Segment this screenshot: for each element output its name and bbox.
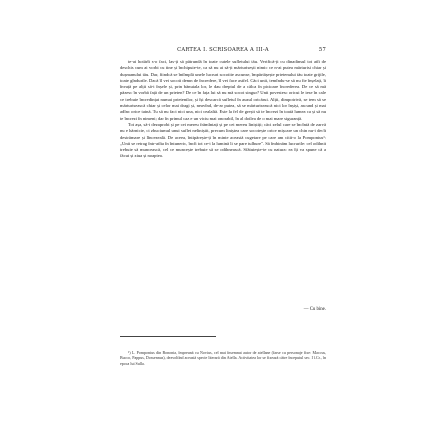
running-header [120,47,326,57]
paragraph: te-ai hotărît s-o faci, las-ți să pătrundă în toate cutele sufletului tău. Verifică-ți cu dinadinsul tot atît de deschis cum ai vorbi cu tine și închipuie-te, ca să nu ai să-ți mărturisești nimic ce n-ai putea mărturisi chiar și dușmanului tău. Dar, fiindcă se întîmplă unele lucruri socotite ascunse, împărtășește prietenului tău toate grijile, toate gîndurile. Dacă îl vei socoti demn de încredere, îl vei face astfel. Căci unii, temîndu-se să nu fie înșelați, îi învață pe alții să-i înșele și, prin bănuiala lor, le dau dreptul de a călca în picioare încrederea. De ce să mă păzesc în vorbă față de un prieten? De ce în fața lui să nu mă socot singur? Unii povestesc oricui le iese în cale ce trebuie încredințat numai prietenilor, și își descarcă sufletul în auzul oricărui. Alții, dimpotrivă, se tem să se mărturisească chiar și celor mai dragi și, neavînd, de-ar putea, să se mărturisească nici lor înșiși, ascund și mai adînc orice taină. Tu să nu faci nici una, nici cealaltă. Este la fel de greșit să te încrezi în toată lumea ca și să nu te încrezi în nimeni; dar în primul caz e un viciu mai onorabil, în al doilea de o mai mare siguranță. [120,59,326,121]
main-text [120,59,326,160]
closing-signature: — Cu bine. [303,307,326,312]
footnote-text: ¹) L. Pomponius din Bononia, împreună cu Novius, cel mai însemnat autor de atellane (farse cu personaje fixe: Maccus, Bucco, Pappus, Dossennus), dezvoltînd această specie literară din Atella. Activitatea lor se fixează către începutul sec. I î.Cr., în epoca lui Sulla. [120,350,326,366]
footnote-divider [120,336,216,337]
chapter-title: CARTEA I. SCRISOAREA A III-A [177,47,269,53]
paragraph: Tot așa, să-i dezaprobi și pe cei mereu frămîntați și pe cei mereu liniștiți; căci zelul care se încîntă de zarvă nu e hărnicie, ci zbuciumul unui suflet neliniștit, precum liniștea care socotește orice mișcare un chin nu-i decît destrămare și lîncezeală. De aceea, întipărește-ți în minte această cugetare pe care am citit-o la Pomponius¹: „Unii se retrag într-atîta în întuneric, încît tot ce-i la lumină li se pare tulbure". Să îmbinăm lucrurile: cel odihnit trebuie să muncească, cel ce muncește trebuie să se odihnească. Sfătuiește-te cu natura: ea îți va spune că a făcut și ziua și noaptea. [120,121,326,159]
page-number: 57 [318,47,326,53]
footnote [120,350,326,366]
